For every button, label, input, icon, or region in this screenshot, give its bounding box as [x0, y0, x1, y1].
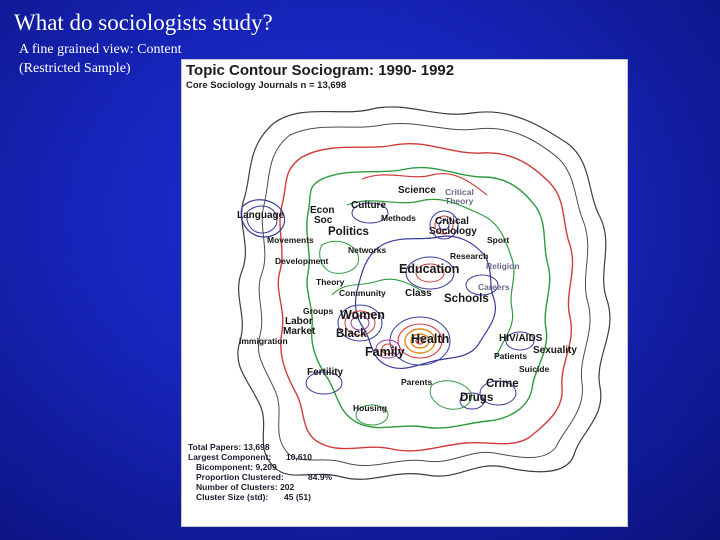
- topic-market: Market: [283, 326, 316, 337]
- topic-networks: Networks: [348, 245, 387, 255]
- stat-cluster-size-value: 45 (51): [284, 492, 311, 502]
- stat-total-papers: Total Papers: 13,698: [188, 442, 270, 452]
- topic-culture: Culture: [351, 200, 386, 211]
- topic-critical-theory-2: Theory: [445, 196, 474, 206]
- stat-proportion-clustered-label: Proportion Clustered:: [196, 472, 284, 482]
- topic-immigration: Immigration: [239, 336, 288, 346]
- network-stats: [188, 442, 333, 502]
- topic-critical-sociology-2: Sociology: [429, 226, 477, 237]
- topic-sexuality: Sexuality: [533, 345, 577, 356]
- contour-map: [182, 95, 625, 525]
- topic-politics: Politics: [328, 226, 369, 238]
- topic-science: Science: [398, 185, 436, 196]
- topic-soc: Soc: [314, 215, 333, 226]
- topic-careers: Careers: [478, 282, 510, 292]
- topic-theory: Theory: [316, 277, 345, 287]
- slide-title: What do sociologists study?: [14, 10, 273, 35]
- stat-cluster-size: [188, 492, 311, 502]
- topic-econ: Econ: [310, 205, 335, 216]
- topic-fertility: Fertility: [307, 367, 344, 378]
- topic-critical-sociology: Critical: [435, 216, 469, 227]
- topic-health: Health: [411, 332, 450, 346]
- topic-movements: Movements: [267, 235, 314, 245]
- slide-subtitle-note: (Restricted Sample): [19, 61, 131, 76]
- stat-largest-component-value: 10,610: [286, 452, 312, 462]
- topic-family: Family: [365, 345, 405, 359]
- stat-proportion-clustered: [188, 472, 333, 482]
- topic-methods: Methods: [381, 213, 416, 223]
- stat-number-of-clusters: Number of Clusters: 202: [196, 482, 295, 492]
- topic-groups: Groups: [303, 306, 334, 316]
- sociogram-figure: [181, 59, 628, 527]
- topic-black: Black: [336, 328, 367, 340]
- topic-sport: Sport: [487, 235, 510, 245]
- topic-patients: Patients: [494, 351, 528, 361]
- topic-religion: Religion: [486, 261, 520, 271]
- topic-development: Development: [275, 256, 329, 266]
- topic-crime: Crime: [486, 378, 519, 390]
- stat-cluster-size-label: Cluster Size (std):: [196, 492, 269, 502]
- figure-title: Topic Contour Sociogram: 1990- 1992: [186, 62, 455, 79]
- topic-class: Class: [405, 288, 432, 299]
- stat-largest-component-label: Largest Component:: [188, 452, 272, 462]
- topic-research: Research: [450, 251, 489, 261]
- topic-language: Language: [237, 210, 285, 221]
- topic-drugs: Drugs: [460, 392, 494, 404]
- topic-critical-theory: Critical: [445, 187, 474, 197]
- topic-women: Women: [340, 308, 385, 322]
- topic-parents: Parents: [401, 377, 433, 387]
- stat-proportion-clustered-value: 84.9%: [308, 472, 333, 482]
- topic-community: Community: [339, 288, 386, 298]
- slide-subtitle: A fine grained view: Content: [19, 42, 182, 57]
- topic-housing: Housing: [353, 403, 387, 413]
- topic-labor: Labor: [285, 316, 313, 327]
- topic-schools: Schools: [444, 293, 489, 305]
- stat-bicomponent: Bicomponent: 9,209: [196, 462, 277, 472]
- topic-hiv-aids: HIV/AIDS: [499, 333, 543, 344]
- topic-suicide: Suicide: [519, 364, 550, 374]
- topic-education: Education: [399, 262, 460, 276]
- figure-subtitle: Core Sociology Journals n = 13,698: [186, 80, 347, 91]
- stat-largest-component: [188, 452, 312, 462]
